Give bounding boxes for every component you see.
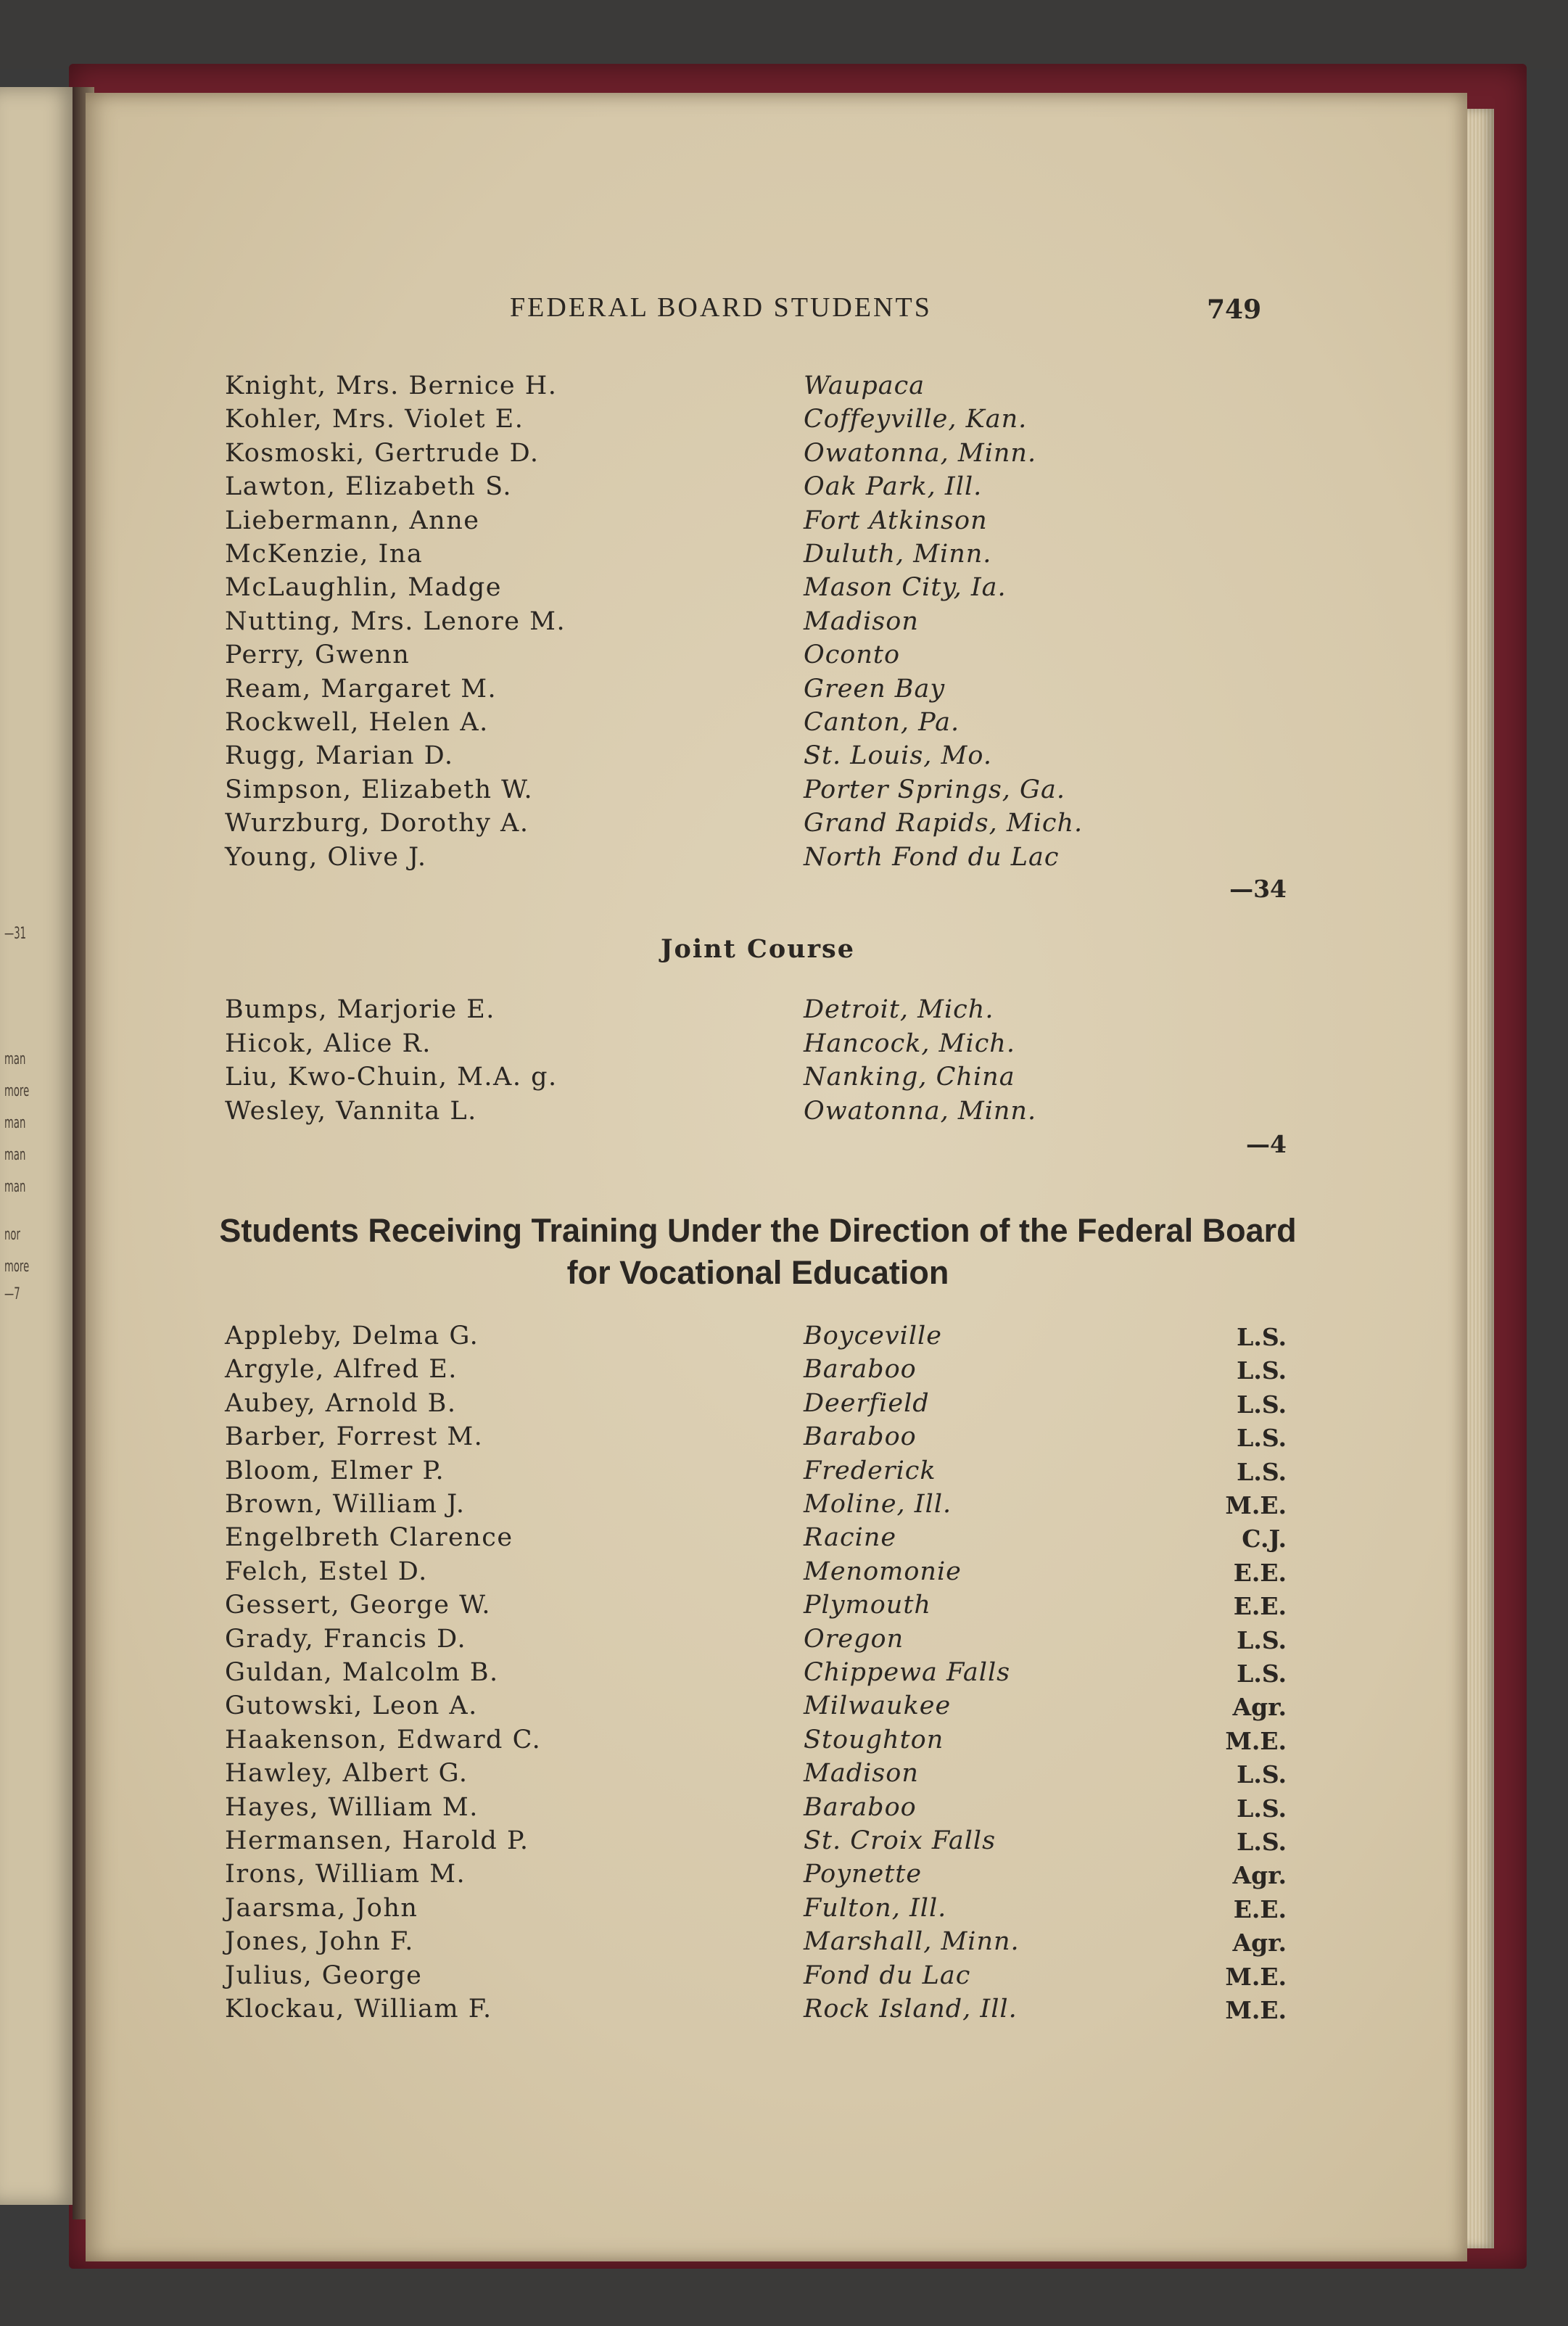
course-code: E.E. [1233, 1592, 1287, 1621]
student-hometown: Porter Springs, Ga. [804, 775, 1065, 804]
student-hometown: Fulton, Ill. [804, 1893, 947, 1923]
student-hometown: Stoughton [804, 1725, 944, 1754]
student-name: McLaughlin, Madge [225, 573, 502, 603]
student-name: Klockau, William F. [225, 1995, 492, 2024]
student-hometown: Owatonna, Minn. [804, 438, 1037, 468]
student-name: Kohler, Mrs. Violet E. [225, 405, 524, 434]
student-hometown: Canton, Pa. [804, 708, 960, 737]
course-code: L.S. [1237, 1828, 1287, 1856]
student-hometown: Frederick [804, 1456, 936, 1485]
student-name: Gutowski, Leon A. [225, 1691, 478, 1721]
course-code: E.E. [1233, 1558, 1287, 1587]
student-name: Julius, George [225, 1960, 423, 1990]
student-name: Rugg, Marian D. [225, 741, 454, 771]
running-title: FEDERAL BOARD STUDENTS [510, 292, 932, 323]
facing-page-text-fragment: —7 [4, 1285, 20, 1303]
facing-page-text-fragment: man [4, 1050, 26, 1068]
student-hometown: Oconto [804, 640, 901, 670]
student-name: Engelbreth Clarence [225, 1523, 513, 1553]
course-code: M.E. [1225, 1726, 1287, 1755]
course-code: M.E. [1225, 1996, 1287, 2024]
student-name: Felch, Estel D. [225, 1556, 428, 1586]
course-code: L.S. [1237, 1356, 1287, 1385]
section-total: —34 [1229, 875, 1287, 903]
student-hometown: Boyceville [804, 1321, 942, 1350]
student-name: Bumps, Marjorie E. [225, 995, 495, 1024]
student-hometown: Fort Atkinson [804, 506, 988, 535]
student-hometown: Hancock, Mich. [804, 1028, 1015, 1058]
course-code: M.E. [1225, 1491, 1287, 1519]
student-name: Lawton, Elizabeth S. [225, 472, 512, 502]
course-code: L.S. [1237, 1424, 1287, 1453]
course-code: Agr. [1232, 1929, 1287, 1958]
facing-page-text-fragment: —31 [4, 925, 26, 943]
student-hometown: Coffeyville, Kan. [804, 405, 1028, 434]
student-hometown: Waupaca [804, 371, 925, 400]
student-hometown: Milwaukee [804, 1691, 952, 1721]
student-name: Jones, John F. [225, 1927, 414, 1957]
student-name: Hicok, Alice R. [225, 1028, 432, 1058]
student-name: Argyle, Alfred E. [225, 1355, 458, 1385]
student-hometown: Rock Island, Ill. [804, 1995, 1018, 2024]
student-name: Kosmoski, Gertrude D. [225, 438, 540, 468]
joint-course-heading: Joint Course [660, 934, 856, 964]
student-name: Hermansen, Harold P. [225, 1826, 529, 1855]
vocational-section-heading: Students Receiving Training Under the Direction of the Federal Board for Vocational Education [219, 1212, 1297, 1291]
student-name: Nutting, Mrs. Lenore M. [225, 606, 566, 636]
student-hometown: Poynette [804, 1860, 923, 1889]
student-name: Aubey, Arnold B. [225, 1388, 457, 1418]
student-name: Ream, Margaret M. [225, 674, 498, 704]
student-hometown: Grand Rapids, Mich. [804, 809, 1084, 838]
student-hometown: North Fond du Lac [804, 842, 1060, 872]
course-code: Agr. [1232, 1693, 1287, 1722]
student-name: Young, Olive J. [225, 842, 427, 872]
student-hometown: Chippewa Falls [804, 1658, 1011, 1687]
student-name: Gessert, George W. [225, 1591, 492, 1620]
student-name: McKenzie, Ina [225, 540, 424, 569]
student-hometown: Fond du Lac [804, 1960, 971, 1990]
student-name: Perry, Gwenn [225, 640, 410, 670]
facing-page-text-fragment: more [4, 1082, 30, 1100]
student-name: Haakenson, Edward C. [225, 1725, 542, 1754]
student-name: Irons, William M. [225, 1860, 466, 1889]
student-hometown: Menomonie [804, 1556, 962, 1586]
student-hometown: Baraboo [804, 1422, 917, 1452]
course-code: L.S. [1237, 1323, 1287, 1351]
course-code: L.S. [1237, 1760, 1287, 1789]
course-code: L.S. [1237, 1625, 1287, 1654]
joint-course-total: —4 [1246, 1130, 1287, 1158]
student-hometown: St. Croix Falls [804, 1826, 996, 1855]
student-hometown: Oregon [804, 1624, 904, 1654]
student-name: Knight, Mrs. Bernice H. [225, 371, 558, 400]
facing-page-text-fragment: man [4, 1146, 26, 1164]
student-name: Rockwell, Helen A. [225, 708, 489, 737]
student-hometown: Nanking, China [804, 1063, 1015, 1092]
student-hometown: Plymouth [804, 1591, 931, 1620]
course-code: E.E. [1233, 1894, 1287, 1923]
course-code: Agr. [1232, 1861, 1287, 1890]
student-name: Brown, William J. [225, 1490, 466, 1519]
background-top [0, 0, 1568, 69]
facing-page-text-fragment: man [4, 1114, 26, 1132]
course-code: L.S. [1237, 1659, 1287, 1688]
student-hometown: Madison [804, 606, 919, 636]
student-name: Wesley, Vannita L. [225, 1096, 477, 1126]
course-code: L.S. [1237, 1457, 1287, 1486]
course-code: M.E. [1225, 1962, 1287, 1991]
student-hometown: Marshall, Minn. [804, 1927, 1020, 1957]
student-hometown: Baraboo [804, 1355, 917, 1385]
student-hometown: Owatonna, Minn. [804, 1096, 1037, 1126]
student-hometown: Green Bay [804, 674, 946, 704]
student-hometown: Mason City, Ia. [804, 573, 1007, 603]
student-name: Appleby, Delma G. [225, 1321, 479, 1350]
student-hometown: St. Louis, Mo. [804, 741, 992, 771]
student-name: Hayes, William M. [225, 1792, 479, 1822]
student-name: Grady, Francis D. [225, 1624, 467, 1654]
facing-page-text-fragment: nor [4, 1226, 20, 1244]
background-bottom [0, 2270, 1568, 2326]
student-name: Bloom, Elmer P. [225, 1456, 445, 1485]
student-hometown: Duluth, Minn. [804, 540, 992, 569]
student-name: Hawley, Albert G. [225, 1759, 469, 1789]
student-hometown: Baraboo [804, 1792, 917, 1822]
student-name: Simpson, Elizabeth W. [225, 775, 534, 804]
course-code: L.S. [1237, 1794, 1287, 1823]
student-name: Barber, Forrest M. [225, 1422, 484, 1452]
student-hometown: Madison [804, 1759, 919, 1789]
student-hometown: Detroit, Mich. [804, 995, 994, 1024]
student-hometown: Deerfield [804, 1388, 930, 1418]
course-code: C.J. [1242, 1525, 1287, 1554]
page-number: 749 [1207, 294, 1262, 325]
course-code: L.S. [1237, 1390, 1287, 1419]
student-hometown: Oak Park, Ill. [804, 472, 983, 502]
facing-page-text-fragment: man [4, 1178, 26, 1196]
facing-page-text-fragment: more [4, 1258, 30, 1276]
student-hometown: Moline, Ill. [804, 1490, 952, 1519]
student-name: Liu, Kwo-Chuin, M.A. g. [225, 1063, 558, 1092]
student-name: Guldan, Malcolm B. [225, 1658, 499, 1687]
student-name: Wurzburg, Dorothy A. [225, 809, 529, 838]
student-name: Jaarsma, John [225, 1893, 418, 1923]
student-hometown: Racine [804, 1523, 897, 1553]
student-name: Liebermann, Anne [225, 506, 480, 535]
